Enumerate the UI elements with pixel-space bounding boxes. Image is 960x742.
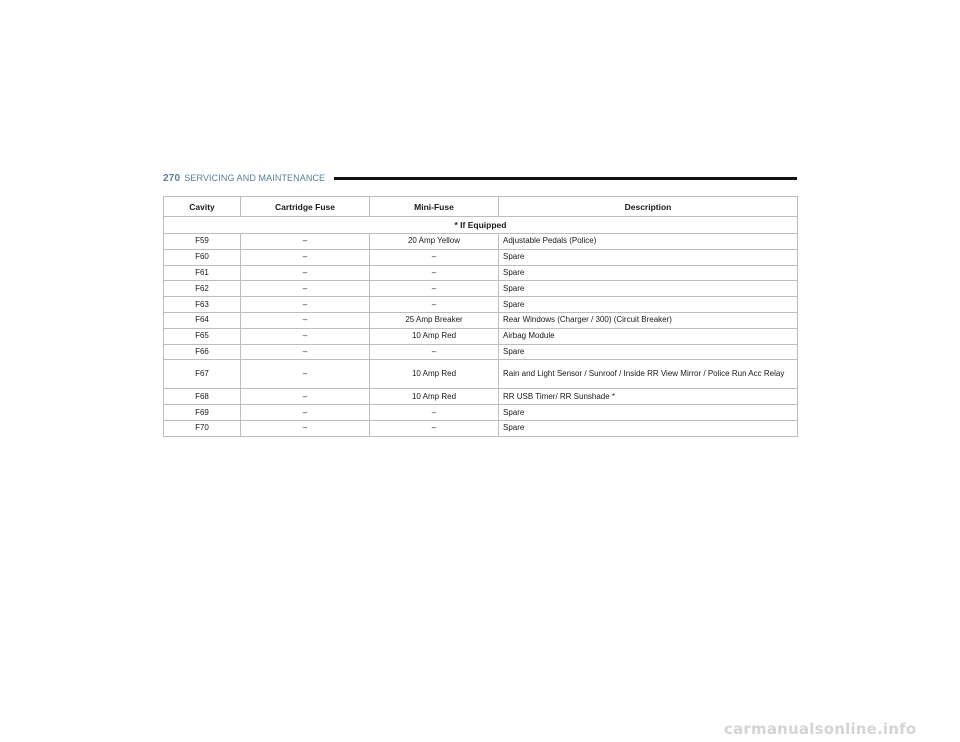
cartridge-fuse-cell: – (241, 328, 370, 344)
table-row (164, 265, 798, 281)
mini-fuse-cell: – (370, 281, 499, 297)
mini-fuse-cell: – (370, 344, 499, 360)
column-header-cavity: Cavity (164, 197, 241, 217)
table-row (164, 420, 798, 436)
description-cell: Rain and Light Sensor / Sunroof / Inside RR View Mirror / Police Run Acc Relay (499, 360, 798, 389)
mini-fuse-cell: – (370, 297, 499, 313)
cavity-cell: F69 (164, 405, 241, 421)
description-cell: Spare (499, 249, 798, 265)
table-row (164, 405, 798, 421)
table-row (164, 389, 798, 405)
description-cell: Spare (499, 344, 798, 360)
mini-fuse-cell: – (370, 249, 499, 265)
table-row (164, 360, 798, 389)
header-rule (334, 177, 797, 180)
description-cell: Rear Windows (Charger / 300) (Circuit Breaker) (499, 312, 798, 328)
cartridge-fuse-cell: – (241, 360, 370, 389)
cavity-cell: F59 (164, 234, 241, 250)
description-cell: RR USB Timer/ RR Sunshade * (499, 389, 798, 405)
description-cell: Spare (499, 281, 798, 297)
description-cell: Spare (499, 405, 798, 421)
cartridge-fuse-cell: – (241, 249, 370, 265)
column-header-cartridge-fuse: Cartridge Fuse (241, 197, 370, 217)
cartridge-fuse-cell: – (241, 297, 370, 313)
if-equipped-note: * If Equipped (164, 217, 798, 234)
description-cell: Spare (499, 297, 798, 313)
table-row (164, 297, 798, 313)
cavity-cell: F62 (164, 281, 241, 297)
mini-fuse-cell: 10 Amp Red (370, 328, 499, 344)
mini-fuse-cell: 25 Amp Breaker (370, 312, 499, 328)
cartridge-fuse-cell: – (241, 389, 370, 405)
description-cell: Adjustable Pedals (Police) (499, 234, 798, 250)
mini-fuse-cell: 10 Amp Red (370, 389, 499, 405)
section-title: SERVICING AND MAINTENANCE (184, 173, 326, 183)
column-header-mini-fuse: Mini-Fuse (370, 197, 499, 217)
cartridge-fuse-cell: – (241, 312, 370, 328)
if-equipped-note-row (164, 217, 798, 234)
table-row (164, 312, 798, 328)
mini-fuse-cell: – (370, 265, 499, 281)
fuse-table (163, 196, 798, 437)
watermark: carmanualsonline.info (724, 720, 917, 738)
page-number: 270 (163, 172, 181, 184)
cartridge-fuse-cell: – (241, 234, 370, 250)
table-row (164, 234, 798, 250)
table-header-row (164, 197, 798, 217)
cavity-cell: F60 (164, 249, 241, 265)
table-row (164, 344, 798, 360)
cavity-cell: F68 (164, 389, 241, 405)
table-row (164, 328, 798, 344)
description-cell: Airbag Module (499, 328, 798, 344)
cavity-cell: F61 (164, 265, 241, 281)
cavity-cell: F66 (164, 344, 241, 360)
cavity-cell: F64 (164, 312, 241, 328)
cavity-cell: F63 (164, 297, 241, 313)
mini-fuse-cell: 10 Amp Red (370, 360, 499, 389)
cartridge-fuse-cell: – (241, 281, 370, 297)
description-cell: Spare (499, 420, 798, 436)
description-cell: Spare (499, 265, 798, 281)
cavity-cell: F67 (164, 360, 241, 389)
column-header-description: Description (499, 197, 798, 217)
cartridge-fuse-cell: – (241, 420, 370, 436)
mini-fuse-cell: – (370, 405, 499, 421)
table-row (164, 281, 798, 297)
page-header (163, 171, 797, 185)
mini-fuse-cell: – (370, 420, 499, 436)
cavity-cell: F65 (164, 328, 241, 344)
table-row (164, 249, 798, 265)
cartridge-fuse-cell: – (241, 344, 370, 360)
cartridge-fuse-cell: – (241, 405, 370, 421)
cartridge-fuse-cell: – (241, 265, 370, 281)
cavity-cell: F70 (164, 420, 241, 436)
mini-fuse-cell: 20 Amp Yellow (370, 234, 499, 250)
